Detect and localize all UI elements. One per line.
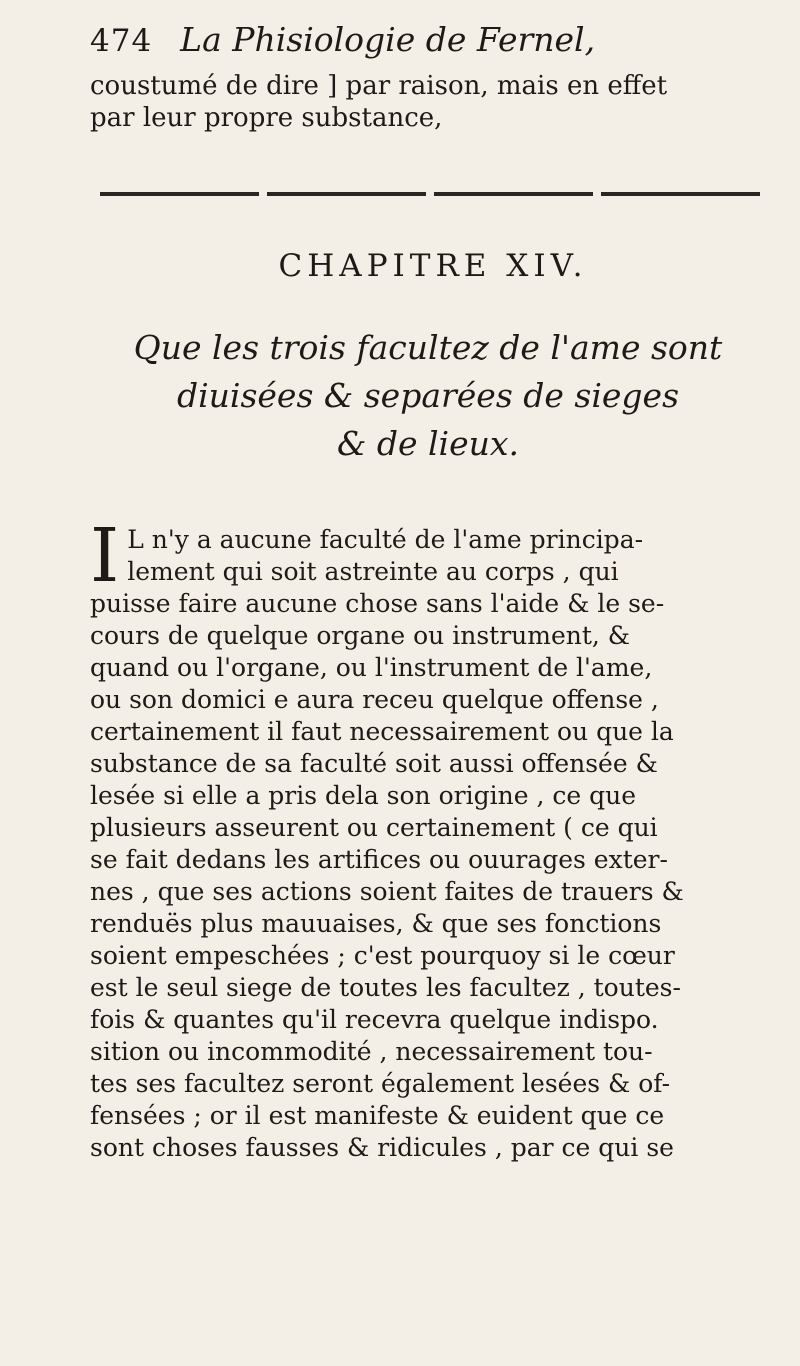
text-line: est le seul siege de toutes les facultez , toutes- bbox=[90, 973, 681, 1002]
rule-segment bbox=[434, 192, 593, 196]
text-line: lement qui soit astreinte au corps , qui bbox=[127, 557, 619, 586]
rule-segment bbox=[267, 192, 426, 196]
subtitle-line: & de lieux. bbox=[337, 424, 519, 463]
text-line: plusieurs asseurent ou certainement ( ce qui bbox=[90, 813, 658, 842]
text-line: soient empeschées ; c'est pourquoy si le cœur bbox=[90, 941, 675, 970]
chapter-subtitle bbox=[90, 324, 766, 468]
rule-segment bbox=[601, 192, 760, 196]
page-number: 474 bbox=[90, 23, 153, 59]
text-line: sition ou incommodité , necessairement tou- bbox=[90, 1037, 653, 1066]
text-line: par leur propre substance, bbox=[90, 103, 443, 133]
text-line: fois & quantes qu'il recevra quelque indispo. bbox=[90, 1005, 659, 1034]
text-line: se fait dedans les artifices ou ouurages exter- bbox=[90, 845, 668, 874]
running-title: La Phisiologie de Fernel, bbox=[180, 20, 596, 59]
text-line: fensées ; or il est manifeste & euident que ce bbox=[90, 1101, 665, 1130]
text-line: coustumé de dire ] par raison, mais en effet bbox=[90, 71, 668, 101]
subtitle-line: diuisées & separées de sieges bbox=[176, 376, 680, 415]
text-line: nes , que ses actions soient faites de trauers & bbox=[90, 877, 684, 906]
text-line: tes ses facultez seront également lesées & of- bbox=[90, 1069, 671, 1098]
text-line: cours de quelque organe ou instrument, & bbox=[90, 621, 631, 650]
chapter-heading: CHAPITRE XIV. bbox=[278, 248, 588, 284]
drop-cap: I bbox=[90, 513, 120, 599]
text-line: lesée si elle a pris dela son origine , ce que bbox=[90, 781, 636, 810]
text-line: renduës plus mauuaises, & que ses fonctions bbox=[90, 909, 662, 938]
text-line: ou son domici e aura receu quelque offense , bbox=[90, 685, 659, 714]
subtitle-line: Que les trois facultez de l'ame sont bbox=[133, 328, 723, 367]
text-line: sont choses fausses & ridicules , par ce qui se bbox=[90, 1133, 674, 1162]
running-head bbox=[90, 20, 766, 70]
chapter-body bbox=[90, 513, 766, 1164]
text-line: substance de sa faculté soit aussi offensée & bbox=[90, 749, 658, 778]
text-line: puisse faire aucune chose sans l'aide & le se- bbox=[90, 589, 665, 618]
text-line: quand ou l'organe, ou l'instrument de l'ame, bbox=[90, 653, 653, 682]
rule-segment bbox=[100, 192, 259, 196]
text-line: L n'y a aucune faculté de l'ame principa- bbox=[127, 525, 644, 554]
continued-text bbox=[90, 70, 766, 134]
ornamental-rule bbox=[100, 192, 760, 196]
text-line: certainement il faut necessairement ou que la bbox=[90, 717, 674, 746]
